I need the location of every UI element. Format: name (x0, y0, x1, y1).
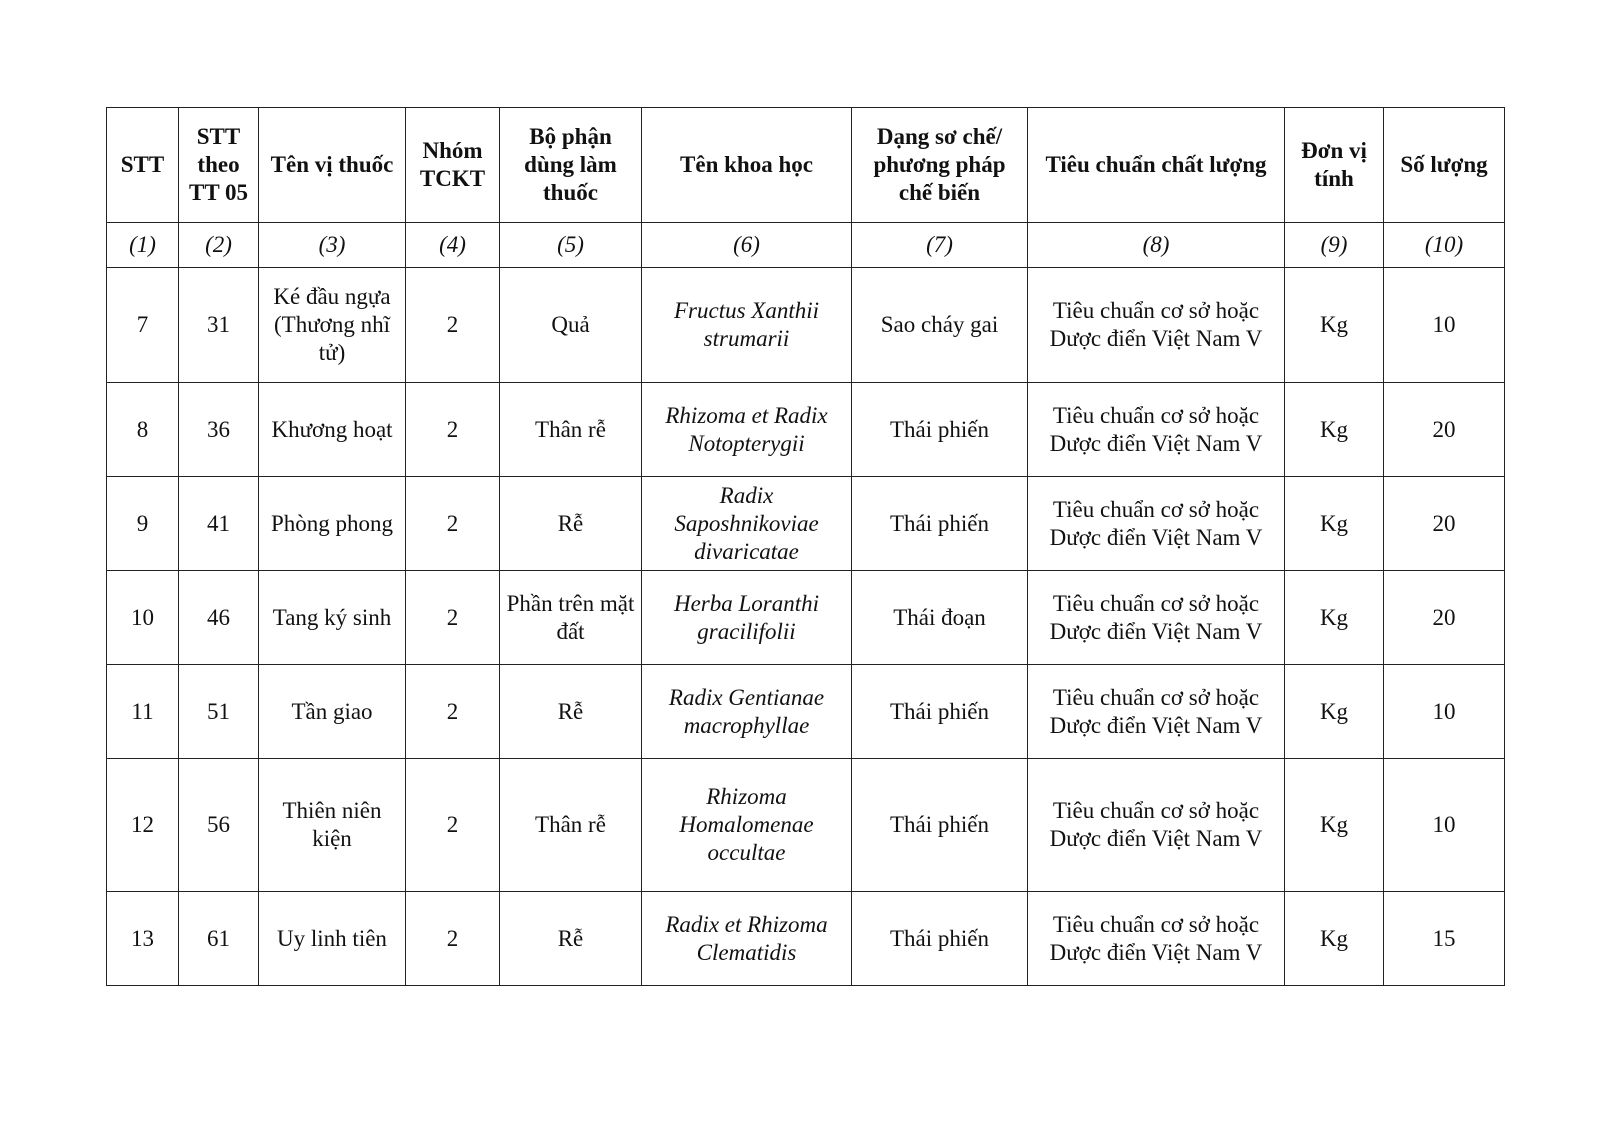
cell-quantity: 20 (1384, 477, 1505, 571)
cell-stt-tt05: 36 (179, 383, 259, 477)
cell-stt: 12 (107, 759, 179, 892)
col-number: (5) (500, 223, 642, 268)
col-number: (8) (1028, 223, 1285, 268)
cell-part: Rễ (500, 477, 642, 571)
header-unit: Đơn vị tính (1285, 108, 1384, 223)
cell-stt-tt05: 61 (179, 892, 259, 986)
cell-part: Quả (500, 268, 642, 383)
cell-group: 2 (406, 268, 500, 383)
cell-scientific: Fructus Xanthii strumarii (642, 268, 852, 383)
cell-scientific: Radix Saposhnikoviae divaricatae (642, 477, 852, 571)
cell-scientific: Herba Loranthi gracilifolii (642, 571, 852, 665)
cell-name: Ké đầu ngựa (Thương nhĩ tử) (259, 268, 406, 383)
cell-group: 2 (406, 477, 500, 571)
cell-stt: 7 (107, 268, 179, 383)
cell-part: Rễ (500, 665, 642, 759)
table-row (107, 268, 1505, 383)
header-part: Bộ phận dùng làm thuốc (500, 108, 642, 223)
cell-name: Tần giao (259, 665, 406, 759)
table-row (107, 759, 1505, 892)
cell-standard: Tiêu chuẩn cơ sở hoặc Dược điển Việt Nam V (1028, 477, 1285, 571)
header-stt-tt05: STT theo TT 05 (179, 108, 259, 223)
cell-group: 2 (406, 665, 500, 759)
cell-group: 2 (406, 892, 500, 986)
cell-unit: Kg (1285, 665, 1384, 759)
cell-quantity: 20 (1384, 383, 1505, 477)
cell-name: Phòng phong (259, 477, 406, 571)
cell-standard: Tiêu chuẩn cơ sở hoặc Dược điển Việt Nam V (1028, 268, 1285, 383)
cell-unit: Kg (1285, 477, 1384, 571)
header-scientific: Tên khoa học (642, 108, 852, 223)
cell-processing: Thái phiến (852, 665, 1028, 759)
cell-scientific: Rhizoma Homalomenae occultae (642, 759, 852, 892)
cell-standard: Tiêu chuẩn cơ sở hoặc Dược điển Việt Nam V (1028, 571, 1285, 665)
cell-stt-tt05: 41 (179, 477, 259, 571)
cell-name: Tang ký sinh (259, 571, 406, 665)
cell-unit: Kg (1285, 571, 1384, 665)
cell-quantity: 10 (1384, 268, 1505, 383)
header-name: Tên vị thuốc (259, 108, 406, 223)
table-row (107, 477, 1505, 571)
header-processing: Dạng sơ chế/ phương pháp chế biến (852, 108, 1028, 223)
cell-stt-tt05: 51 (179, 665, 259, 759)
cell-group: 2 (406, 571, 500, 665)
cell-stt-tt05: 46 (179, 571, 259, 665)
cell-unit: Kg (1285, 759, 1384, 892)
table-row (107, 892, 1505, 986)
table-row (107, 665, 1505, 759)
cell-processing: Thái phiến (852, 759, 1028, 892)
cell-quantity: 20 (1384, 571, 1505, 665)
header-row (107, 108, 1505, 223)
cell-quantity: 10 (1384, 665, 1505, 759)
cell-quantity: 15 (1384, 892, 1505, 986)
cell-name: Khương hoạt (259, 383, 406, 477)
cell-stt-tt05: 56 (179, 759, 259, 892)
herb-table (106, 107, 1505, 986)
col-number: (10) (1384, 223, 1505, 268)
cell-name: Uy linh tiên (259, 892, 406, 986)
cell-standard: Tiêu chuẩn cơ sở hoặc Dược điển Việt Nam V (1028, 759, 1285, 892)
cell-part: Phần trên mặt đất (500, 571, 642, 665)
cell-scientific: Radix et Rhizoma Clematidis (642, 892, 852, 986)
cell-scientific: Rhizoma et Radix Notopterygii (642, 383, 852, 477)
header-quantity: Số lượng (1384, 108, 1505, 223)
cell-unit: Kg (1285, 383, 1384, 477)
cell-processing: Thái phiến (852, 892, 1028, 986)
cell-unit: Kg (1285, 268, 1384, 383)
table-row (107, 383, 1505, 477)
cell-part: Thân rễ (500, 383, 642, 477)
cell-scientific: Radix Gentianae macrophyllae (642, 665, 852, 759)
cell-part: Rễ (500, 892, 642, 986)
col-number: (4) (406, 223, 500, 268)
cell-processing: Sao cháy gai (852, 268, 1028, 383)
col-number: (3) (259, 223, 406, 268)
cell-processing: Thái phiến (852, 477, 1028, 571)
cell-standard: Tiêu chuẩn cơ sở hoặc Dược điển Việt Nam V (1028, 383, 1285, 477)
cell-stt: 11 (107, 665, 179, 759)
cell-standard: Tiêu chuẩn cơ sở hoặc Dược điển Việt Nam V (1028, 892, 1285, 986)
cell-name: Thiên niên kiện (259, 759, 406, 892)
cell-stt: 10 (107, 571, 179, 665)
col-number: (7) (852, 223, 1028, 268)
cell-stt: 8 (107, 383, 179, 477)
cell-group: 2 (406, 383, 500, 477)
header-stt: STT (107, 108, 179, 223)
cell-processing: Thái phiến (852, 383, 1028, 477)
column-number-row (107, 223, 1505, 268)
col-number: (1) (107, 223, 179, 268)
table-body (107, 268, 1505, 986)
cell-stt: 9 (107, 477, 179, 571)
header-group: Nhóm TCKT (406, 108, 500, 223)
header-standard: Tiêu chuẩn chất lượng (1028, 108, 1285, 223)
cell-unit: Kg (1285, 892, 1384, 986)
cell-stt: 13 (107, 892, 179, 986)
cell-stt-tt05: 31 (179, 268, 259, 383)
cell-part: Thân rễ (500, 759, 642, 892)
col-number: (2) (179, 223, 259, 268)
table-row (107, 571, 1505, 665)
col-number: (6) (642, 223, 852, 268)
cell-processing: Thái đoạn (852, 571, 1028, 665)
cell-group: 2 (406, 759, 500, 892)
cell-quantity: 10 (1384, 759, 1505, 892)
table-header (107, 108, 1505, 268)
cell-standard: Tiêu chuẩn cơ sở hoặc Dược điển Việt Nam V (1028, 665, 1285, 759)
col-number: (9) (1285, 223, 1384, 268)
